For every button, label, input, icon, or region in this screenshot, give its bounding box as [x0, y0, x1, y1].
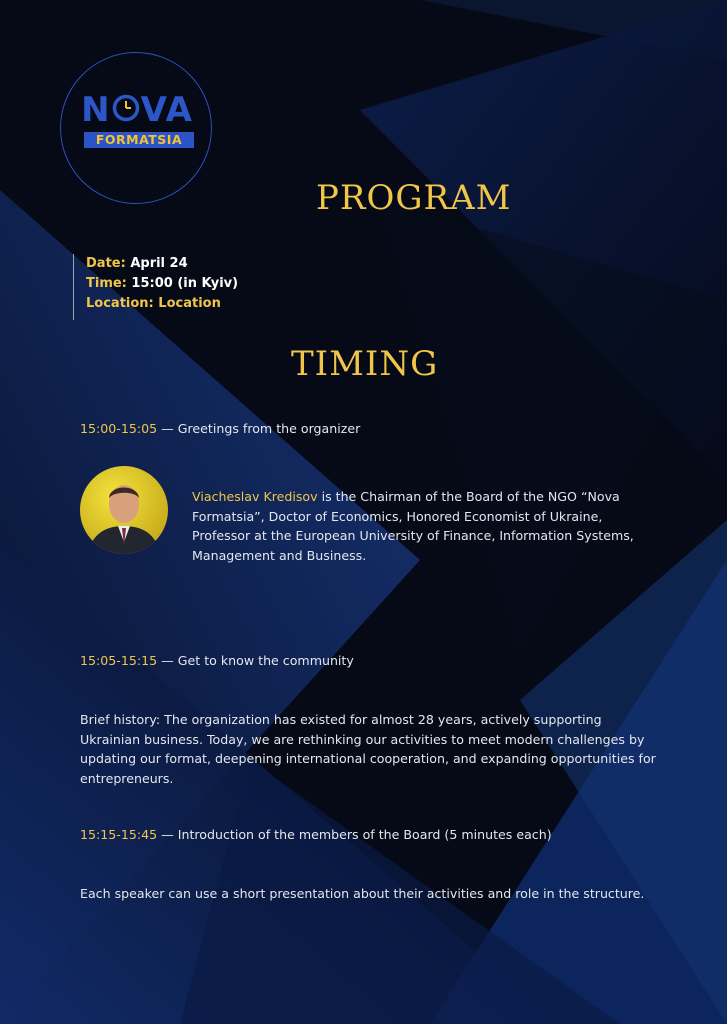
- time-row: [86, 274, 238, 294]
- logo-wordmark: N VA: [81, 90, 193, 130]
- session-1-time: 15:00-15:05: [80, 421, 158, 436]
- speaker-bio: is the Chairman of the Board of the NGO “Nova Formatsia”, Doctor of Economics, Honored Economist of Ukraine, Professor at the European University of Finance, Information Systems, Management and Business.: [192, 489, 634, 563]
- location-row: [86, 294, 238, 314]
- session-1: [80, 419, 360, 439]
- program-title: PROGRAM: [316, 178, 512, 218]
- date-row: [86, 254, 238, 274]
- session-2: [80, 651, 354, 671]
- session-1-title: — Greetings from the organizer: [161, 421, 361, 436]
- time-label: Time:: [86, 276, 127, 291]
- session-3-time: 15:15-15:45: [80, 827, 158, 842]
- session-2-title: — Get to know the community: [161, 653, 354, 668]
- nova-formatsia-logo: [60, 52, 212, 204]
- location-value: Location: [158, 296, 221, 311]
- speaker-bio-block: [192, 487, 642, 565]
- location-label: Location:: [86, 296, 154, 311]
- date-label: Date:: [86, 256, 126, 271]
- session-3: [80, 825, 552, 845]
- speaker-avatar: [80, 466, 168, 554]
- time-value: 15:00 (in Kyiv): [131, 276, 239, 291]
- history-paragraph: Brief history: The organization has existed for almost 28 years, actively supporting Ukrainian business. Today, we are rethinking our activities to meet modern challenges by updating our format, deepening international cooperation, and expanding opportunities for entrepreneurs.: [80, 712, 656, 786]
- timing-title: TIMING: [291, 344, 439, 384]
- date-value: April 24: [130, 256, 188, 271]
- logo-subtitle: FORMATSIA: [84, 132, 194, 148]
- clock-icon: [112, 94, 140, 122]
- speaker-name: Viacheslav Kredisov: [192, 489, 318, 504]
- session-3-title: — Introduction of the members of the Board (5 minutes each): [161, 827, 552, 842]
- event-info: [73, 254, 238, 320]
- board-note: Each speaker can use a short presentation about their activities and role in the structure.: [80, 886, 645, 901]
- session-2-time: 15:05-15:15: [80, 653, 158, 668]
